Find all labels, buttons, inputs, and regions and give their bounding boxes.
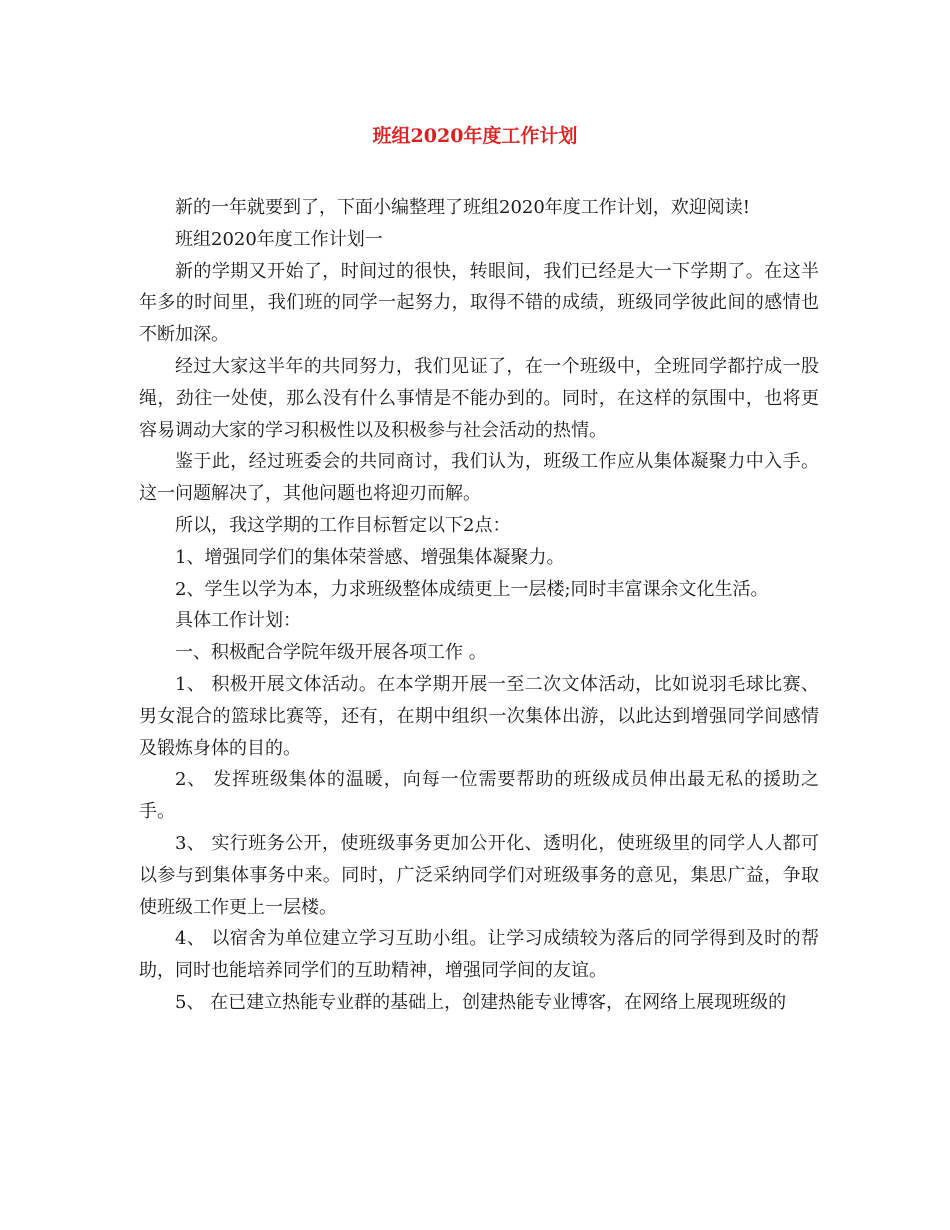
paragraph: 新的学期又开始了，时间过的很快，转眼间，我们已经是大一下学期了。在这半年多的时间里，我们班的同学一起努力，取得不错的成绩，班级同学彼此间的感情也不断加深。 [139,260,819,346]
plan-item: 3、 实行班务公开，使班级事务更加公开化、透明化，使班级里的同学人人都可以参与到集体事务中来。同时，广泛采纳同学们对班级事务的意见，集思广益，争取使班级工作更上一层楼。 [139,832,819,918]
document-body [139,192,819,1019]
paragraph-intro: 新的一年就要到了，下面小编整理了班组2020年度工作计划，欢迎阅读! [175,197,751,218]
document-title: 班组2020年度工作计划 [372,125,578,147]
goal-item: 2、学生以学为本，力求班级整体成绩更上一层楼;同时丰富课余文化生活。 [175,578,769,600]
plan-item: 5、 在已建立热能专业群的基础上，创建热能专业博客，在网络上展现班级的 [175,991,787,1013]
paragraph: 所以，我这学期的工作目标暂定以下2点： [175,514,511,536]
paragraph-subheading: 一、积极配合学院年级开展各项工作 。 [175,642,487,664]
paragraph-section-heading: 班组2020年度工作计划一 [175,228,383,250]
paragraph-subheading: 具体工作计划： [175,610,301,632]
goal-item: 1、增强同学们的集体荣誉感、增强集体凝聚力。 [175,546,565,568]
plan-item: 4、 以宿舍为单位建立学习互助小组。让学习成绩较为落后的同学得到及时的帮助，同时也能培养同学们的互助精神，增强同学间的友谊。 [139,928,819,982]
paragraph: 鉴于此，经过班委会的共同商讨，我们认为，班级工作应从集体凝聚力中入手。这一问题解决了，其他问题也将迎刃而解。 [139,451,819,505]
paragraph: 经过大家这半年的共同努力，我们见证了，在一个班级中，全班同学都拧成一股绳，劲往一处使，那么没有什么事情是不能办到的。同时，在这样的氛围中，也将更容易调动大家的学习积极性以及积极参与社会活动的热情。 [139,355,819,441]
plan-item: 2、 发挥班级集体的温暖，向每一位需要帮助的班级成员伸出最无私的援助之手。 [139,769,819,823]
plan-item: 1、 积极开展文体活动。在本学期开展一至二次文体活动，比如说羽毛球比赛、男女混合的篮球比赛等，还有，在期中组织一次集体出游，以此达到增强同学间感情及锻炼身体的目的。 [139,673,819,759]
